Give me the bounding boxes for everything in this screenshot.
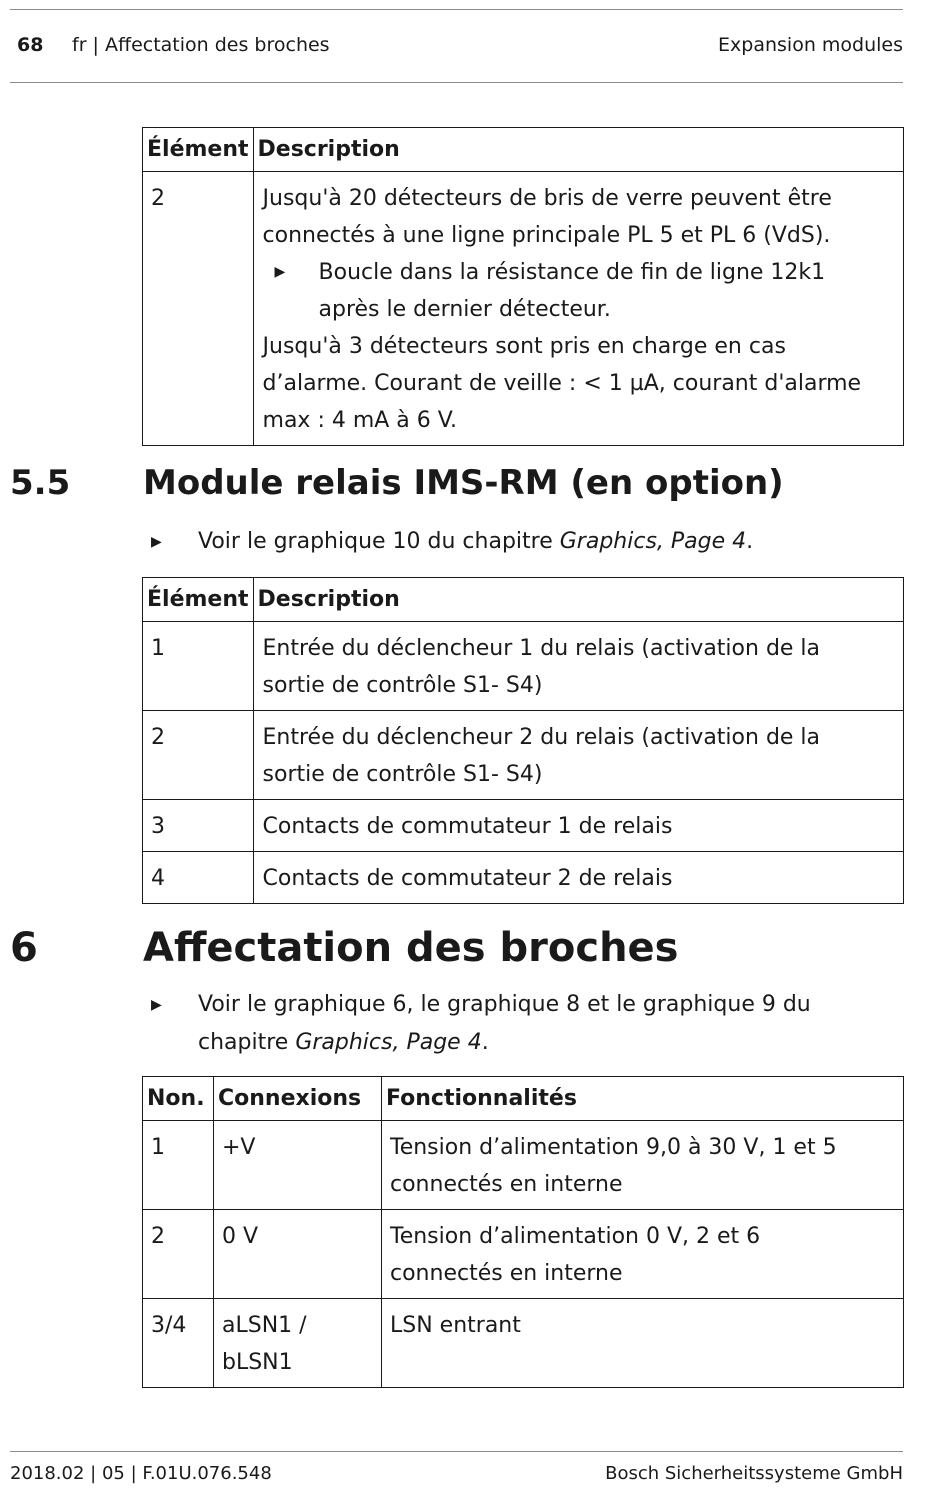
- instruction-text: Voir le graphique 6, le graphique 8 et le graphique 9 du: [198, 992, 811, 1017]
- chapter-number: 6: [10, 925, 38, 971]
- table-header-row: [143, 578, 904, 622]
- column-header-functions: Fonctionnalités: [382, 1077, 904, 1121]
- description-line: Jusqu'à 3 détecteurs sont pris en charge en cas: [262, 334, 786, 359]
- instruction-text: Voir le graphique 10 du chapitre Graphics, Page 4.: [198, 529, 754, 554]
- cell-description: [253, 711, 903, 800]
- graphics-reference: Graphics, Page 4: [559, 529, 747, 554]
- header-bottom-rule: [10, 82, 903, 83]
- table-row: [143, 711, 904, 800]
- cell-element: 4: [143, 852, 254, 904]
- section-title: Module relais IMS-RM (en option): [143, 463, 784, 503]
- cell-no: 1: [143, 1121, 214, 1210]
- cell-connection: [214, 1299, 382, 1388]
- header-right-title: Expansion modules: [718, 34, 903, 56]
- description-line: connectés à une ligne principale PL 5 et PL 6 (VdS).: [262, 223, 831, 248]
- footer-document-id: 2018.02 | 05 | F.01U.076.548: [10, 1463, 272, 1484]
- pin-assignment-table: [142, 1076, 904, 1388]
- bullet-line: après le dernier détecteur.: [318, 297, 611, 322]
- cell-function: [382, 1121, 904, 1210]
- description-line: sortie de contrôle S1- S4): [262, 762, 543, 787]
- description-line: sortie de contrôle S1- S4): [262, 673, 543, 698]
- cell-description: Contacts de commutateur 1 de relais: [253, 800, 903, 852]
- table-row: [143, 622, 904, 711]
- description-line: max : 4 mA à 6 V.: [262, 408, 457, 433]
- cell-connection: [214, 1210, 382, 1299]
- table-row: [143, 1121, 904, 1210]
- footer-rule: [10, 1451, 903, 1452]
- table-row: [143, 1210, 904, 1299]
- cell-element: 1: [143, 622, 254, 711]
- cell-description: [253, 622, 903, 711]
- cell-element: 3: [143, 800, 254, 852]
- header-left-title: fr | Affectation des broches: [72, 34, 330, 56]
- relay-module-table: [142, 577, 904, 904]
- function-line: Tension d’alimentation 9,0 à 30 V, 1 et 5: [390, 1135, 837, 1160]
- triangle-bullet-icon: ▶: [151, 534, 162, 550]
- description-line: Entrée du déclencheur 1 du relais (activation de la: [262, 636, 821, 661]
- cell-element: 2: [143, 172, 254, 446]
- column-header-element: Élément: [143, 578, 254, 622]
- connection-line: +V: [222, 1135, 256, 1160]
- page-number: 68: [17, 34, 44, 56]
- table-row: [143, 800, 904, 852]
- triangle-bullet-icon: ▶: [274, 264, 286, 280]
- description-line: Jusqu'à 20 détecteurs de bris de verre peuvent être: [262, 186, 832, 211]
- column-header-no: Non.: [143, 1077, 214, 1121]
- connection-line: bLSN1: [222, 1350, 293, 1375]
- cell-description: [253, 172, 903, 446]
- cell-no: 3/4: [143, 1299, 214, 1388]
- graphics-reference: Graphics, Page 4: [295, 1030, 482, 1055]
- connection-line: 0 V: [222, 1224, 259, 1249]
- triangle-bullet-icon: ▶: [151, 997, 162, 1013]
- bullet-line: Boucle dans la résistance de fin de ligne 12k1: [318, 260, 826, 285]
- cell-function: [382, 1210, 904, 1299]
- column-header-element: Élément: [143, 128, 254, 172]
- description-line: d’alarme. Courant de veille : < 1 µA, courant d'alarme: [262, 371, 862, 396]
- bullet-item: [263, 254, 895, 328]
- connection-line: aLSN1 /: [222, 1313, 307, 1338]
- section-number: 5.5: [10, 463, 71, 503]
- cell-connection: [214, 1121, 382, 1210]
- cell-function: [382, 1299, 904, 1388]
- function-line: connectés en interne: [390, 1261, 623, 1286]
- table-continued: [142, 127, 904, 446]
- table-row: [143, 172, 904, 446]
- table-row: [143, 852, 904, 904]
- column-header-connections: Connexions: [214, 1077, 382, 1121]
- column-header-description: Description: [253, 128, 903, 172]
- description-line: Entrée du déclencheur 2 du relais (activation de la: [262, 725, 821, 750]
- table-row: [143, 1299, 904, 1388]
- function-line: LSN entrant: [390, 1313, 521, 1338]
- function-line: Tension d’alimentation 0 V, 2 et 6: [390, 1224, 761, 1249]
- chapter-title: Affectation des broches: [143, 925, 679, 971]
- cell-description: Contacts de commutateur 2 de relais: [253, 852, 903, 904]
- instruction-text: chapitre Graphics, Page 4.: [198, 1030, 489, 1055]
- footer-company: Bosch Sicherheitssysteme GmbH: [605, 1463, 903, 1484]
- cell-element: 2: [143, 711, 254, 800]
- header-top-rule: [10, 9, 903, 10]
- column-header-description: Description: [253, 578, 903, 622]
- function-line: connectés en interne: [390, 1172, 623, 1197]
- table-header-row: [143, 128, 904, 172]
- table-header-row: [143, 1077, 904, 1121]
- cell-no: 2: [143, 1210, 214, 1299]
